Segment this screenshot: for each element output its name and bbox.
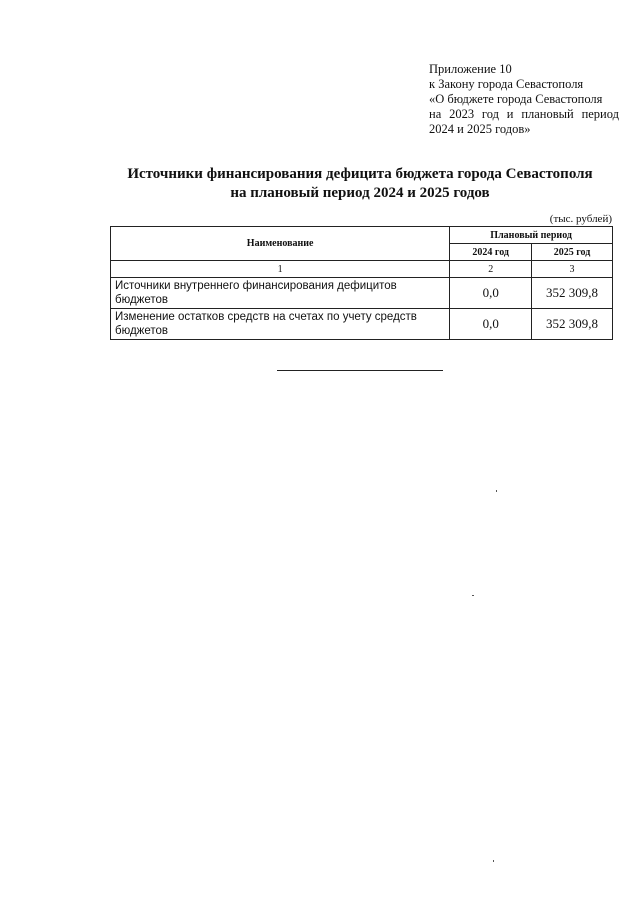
- scan-speck: [496, 490, 497, 492]
- appendix-line-5: 2024 и 2025 годов»: [429, 122, 531, 136]
- header-name: Наименование: [111, 227, 450, 261]
- col-number-3: 3: [532, 261, 613, 278]
- appendix-line-4: на 2023 год и плановый период: [429, 107, 619, 121]
- appendix-line-2: к Закону города Севастополя: [429, 77, 584, 91]
- row-name: Источники внутреннего финансирования дефицитов бюджетов: [111, 278, 450, 309]
- header-year-2025: 2025 год: [532, 244, 613, 261]
- title-line-1: Источники финансирования дефицита бюджета города Севастополя: [127, 166, 593, 182]
- appendix-line-3: «О бюджете города Севастополя: [429, 92, 603, 106]
- row-value-2025: 352 309,8: [532, 278, 613, 309]
- appendix-note: [429, 62, 619, 137]
- scan-speck: [493, 860, 494, 862]
- financing-sources-table: [110, 226, 613, 340]
- units-label: (тыс. рублей): [549, 213, 612, 225]
- row-value-2024: 0,0: [450, 309, 532, 340]
- col-number-1: 1: [111, 261, 450, 278]
- column-number-row: [111, 261, 613, 278]
- scan-speck: [472, 595, 474, 596]
- table-row: [111, 278, 613, 309]
- header-year-2024: 2024 год: [450, 244, 532, 261]
- title-line-2: на плановый период 2024 и 2025 годов: [230, 185, 490, 201]
- appendix-line-1: Приложение 10: [429, 62, 512, 76]
- document-title: [100, 165, 620, 203]
- end-divider-line: [277, 370, 443, 371]
- col-number-2: 2: [450, 261, 532, 278]
- header-period: Плановый период: [450, 227, 613, 244]
- table-row: [111, 309, 613, 340]
- row-value-2024: 0,0: [450, 278, 532, 309]
- row-name: Изменение остатков средств на счетах по учету средств бюджетов: [111, 309, 450, 340]
- row-value-2025: 352 309,8: [532, 309, 613, 340]
